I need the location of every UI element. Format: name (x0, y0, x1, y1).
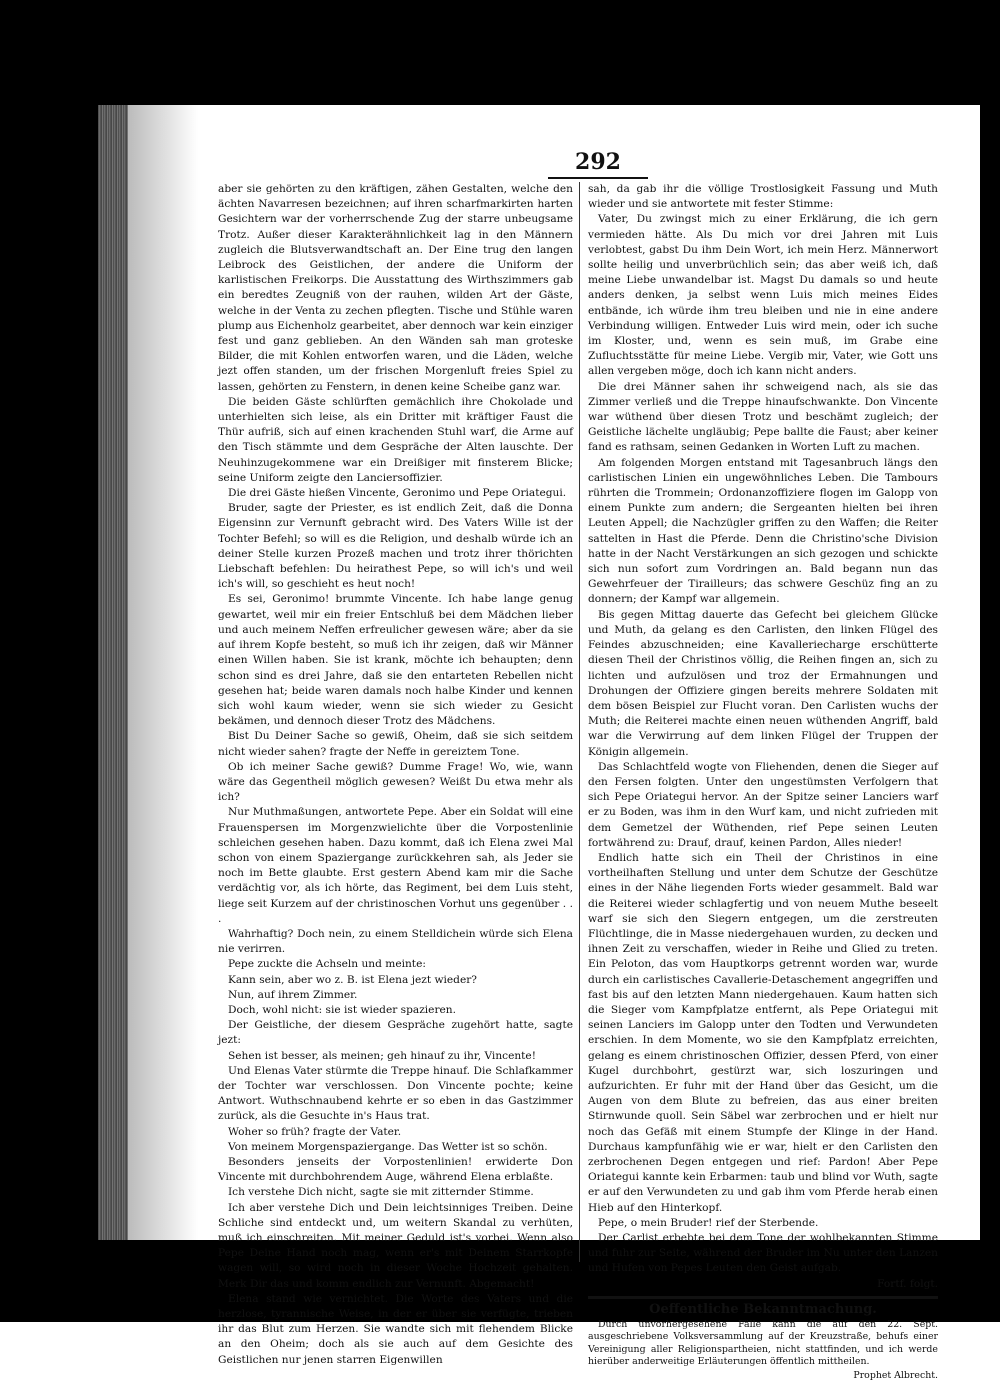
paragraph: Bruder, sagte der Priester, es ist endlich Zeit, daß die Donna Eigensinn zur Vernunft gebracht wird. Des Vaters Wille ist der Tochter Befehl; so will es die Religion, und deshalb würde ich an deiner Stelle kurzen Prozeß machen und trotz ihrer thörichten Liebschaft befehlen: Du heirathest Pepe, so will ich's und weil ich's will, so geschieht es heut noch! (218, 502, 573, 591)
book-page-edges (98, 105, 128, 1240)
left-column (218, 182, 573, 1368)
notice-title: Oeffentliche Bekanntmachung. (649, 1301, 877, 1317)
paragraph: Ich aber verstehe Dich und Dein leichtsinniges Treiben. Deine Schliche sind entdeckt und, um weitern Skandal zu verhüten, muß ich einschreiten. Mit meiner Geduld ist's vorbei. Wenn also Pepe Deine Hand noch mag, wenn er's mit Deinem Starrkopfe wagen will, so wird noch in dieser Woche Hochzeit gehalten. Merk Dir das und komm endlich zur Vernunft. Abgemacht! (218, 1201, 573, 1290)
page-number-rule (548, 177, 648, 179)
paragraph: Es sei, Geronimo! brummte Vincente. Ich habe lange genug gewartet, weil mir ein freier Entschluß bei dem Mädchen lieber und auch meinem Neffen erfreulicher gewesen wäre; aber da sie auf ihrem Kopfe besteht, so muß ich ihr zeigen, daß wir Männer einen Willen haben. Sie ist krank, möchte ich behaupten; denn schon sind es drei Jahre, daß sie den entarteten Rebellen nicht gesehen hat; beide waren damals noch halbe Kinder und kennen sich wohl kaum wieder, wenn sie sich wieder zu Gesicht bekämen, und dennoch dieser Trotz des Mädchens. (218, 593, 573, 728)
paragraph: Nur Muthmaßungen, antwortete Pepe. Aber ein Soldat will eine Frauenspersen im Morgenzwielichte über die Vorpostenlinie schleichen gesehen haben. Dazu kommt, daß ich Elena zwei Mal schon von einem Spaziergange zurückkehren sah, als Jeder sie noch im Bette glaubte. Erst gestern Abend kam mir die Sache verdächtig vor, als ich hörte, das Regiment, bei dem Luis steht, liege seit Kurzem auf der christinoschen Vorhut uns gegenüber . . . (218, 806, 573, 925)
page-number: 292 (575, 149, 621, 175)
paragraph: Sehen ist besser, als meinen; geh hinauf zu ihr, Vincente! (228, 1049, 536, 1062)
continuation-line (588, 1277, 938, 1292)
paragraph: Woher so früh? fragte der Vater. (228, 1125, 402, 1138)
paragraph: Elena stand wie vernichtet. Die Worte des Vaters und die herzlose, tyrannische Weise, in der er über sie verfügte, trieben ihr das Blut zum Herzen. Sie wandte sich mit flehendem Blicke an den Oheim; doch als sie auch auf dem Gesichte des Geistlichen nur jenen starren Eigenwillen (218, 1292, 573, 1366)
paragraph: Wahrhaftig? Doch nein, zu einem Stelldichein würde sich Elena nie verirren. (218, 927, 573, 956)
right-column (588, 182, 938, 1384)
paragraph: Pepe, o mein Bruder! rief der Sterbende. (598, 1216, 819, 1229)
paragraph: Bis gegen Mittag dauerte das Gefecht bei gleichem Glücke und Muth, da gelang es den Carlisten, den linken Flügel des Feindes abzuschneiden; eine Kavalleriecharge erschütterte diesen Theil der Christinos völlig, die Reihen fingen an, sich zu lichten und aufzulösen und troz der Ermahnungen und Drohungen der Offiziere gingen bereits mehrere Soldaten mit dem bösen Beispiel zur Flucht voran. Den Carlisten wuchs der Muth; die Reiterei machte einen neuen wüthenden Angriff, bald war die Verwirrung auf dem linken Flügel der Truppen der Königin allgemein. (588, 608, 938, 758)
paragraph: Doch, wohl nicht: sie ist wieder spazieren. (228, 1003, 456, 1016)
column-divider (579, 182, 580, 1262)
paragraph: Vater, Du zwingst mich zu einer Erklärung, die ich gern vermieden hätte. Als Du mich vor drei Jahren mit Luis verlobtest, gabst Du ihm Dein Wort, ich mein Herz. Männerwort sollte heilig und unverbrüchlich sein; das aber weiß ich, daß meine Liebe unwandelbar ist. Magst Du damals so und heute anders denken, ja selbst wenn Luis mich meines Eides entbände, ich würde ihm treu bleiben und nie in eine andere Verbindung willigen. Entweder Luis wird mein, oder ich suche im Kloster, und, wenn es sein muß, im Grabe eine Zufluchtsstätte für meine Liebe. Vergib mir, Vater, wie Gott uns allen vergeben möge, doch ich kann nicht anders. (588, 213, 938, 378)
paragraph: Endlich hatte sich ein Theil der Christinos in eine vortheilhaften Stellung und unter dem Schutze der Geschütze eines in der Nähe liegenden Forts wieder gesammelt. Bald war die Reiterei wieder schlagfertig und von neuem Muthe beseelt warf sie sich den Siegern entgegen, um die zerstreuten Flüchtlinge, die in Masse niedergehauen wurden, zu decken und ihnen Zeit zu verschaffen, wieder in Reihe und Glied zu treten. Ein Peloton, das vom Hauptkorps getrennt worden war, wurde durch ein carlistisches Cavallerie-Detaschement angegriffen und fast bis auf den letzten Mann niedergehauen. Kaum hatten sich die Sieger vom Kampfplatze entfernt, als Pepe Oriategui mit seinen Lanciers im Galopp unter den Todten und Verwundeten erschien. In dem Momente, wo sie den Kampfplatz erreichten, gelang es einem christinoschen Offizier, dessen Pferd, von einer Kugel durchbohrt, gestürzt war, sich loszuringen und aufzurichten. Er fuhr mit der Hand über das Gesicht, um die Augen von dem Blute zu befreien, das aus einer breiten Stirnwunde quoll. Sein Säbel war zerbrochen und er hielt nur noch das Gefäß mit einem Stumpfe der Klinge in der Hand. Durchaus kampfunfähig wie er war, hielt er den Carlisten den zerbrochenen Degen entgegen und rief: Pardon! Aber Pepe Oriategui kannte kein Erbarmen: taub und blind vor Wuth, sagte er auf den Verwundeten zu und gab ihm vom Pferde herab einen Hieb auf den Hinterkopf. (588, 851, 938, 1214)
paragraph: Die beiden Gäste schlürften gemächlich ihre Chokolade und unterhielten sich leise, als ein Dritter mit kräftiger Faust die Thür aufriß, sich auf einen krachenden Stuhl warf, die Arme auf den Tisch stämmte und dem Gespräche der Alten lauschte. Der Neuhinzugekommene war ein Dreißiger mit finsterem Blicke; seine Uniform zeigte den Lanciersoffizier. (218, 395, 573, 484)
paragraph: Die drei Gäste hießen Vincente, Geronimo und Pepe Oriategui. (228, 487, 567, 500)
scan-border-right (980, 105, 1000, 1322)
newspaper-page (128, 105, 980, 1382)
paragraph: Kann sein, aber wo z. B. ist Elena jezt wieder? (228, 973, 477, 986)
scan-border-left (0, 105, 98, 1322)
paragraph: sah, da gab ihr die völlige Trostlosigkeit Fassung und Muth wieder und sie antwortete mit fester Stimme: (588, 183, 938, 211)
paragraph: Bist Du Deiner Sache so gewiß, Oheim, daß sie sich seitdem nicht wieder sahen? fragte der Neffe in gereiztem Tone. (218, 730, 573, 758)
paragraph: Der Geistliche, der diesem Gespräche zugehört hatte, sagte jezt: (218, 1019, 573, 1047)
notice-signature: Prophet Albrecht. (853, 1370, 938, 1382)
notice-rule (588, 1296, 938, 1299)
paragraph: Und Elenas Vater stürmte die Treppe hinauf. Die Schlafkammer der Tochter war verschlossen. Don Vincente pochte; keine Antwort. Wuthschnaubend kehrte er so eben in das Gastzimmer zurück, als die Gesuchte in's Haus trat. (218, 1064, 573, 1123)
scan-border-top (0, 0, 1000, 105)
paragraph: Ich verstehe Dich nicht, sagte sie mit zitternder Stimme. (228, 1186, 534, 1199)
paragraph: Der Carlist erbebte bei dem Tone der wohlbekannten Stimme und fuhr zur Seite, während der Bruder im Nu unter den Lanzen und Hufen von Pepes Leuten den Geist aufgab. (588, 1232, 938, 1275)
continuation-note: Fortf. folgt. (877, 1277, 938, 1290)
paragraph: Besonders jenseits der Vorpostenlinien! erwiderte Don Vincente mit durchbohrendem Auge, während Elena erblaßte. (218, 1156, 573, 1184)
paragraph: Am folgenden Morgen entstand mit Tagesanbruch längs den carlistischen Linien ein ungewöhnliches Leben. Die Tambours rührten die Trommein; Ordonanzoffiziere flogen im Galopp von einem Punkte zum andern; die Sergeanten hielten bei ihren Leuten Appell; die Nachzügler griffen zu den Waffen; die Reiter sattelten in Hast die Pferde. Denn die Christino'sche Division hatte in der Nacht Verstärkungen an sich gezogen und schickte sich nun sofort zum Vordringen an. Bald begann nun das Gewehrfeuer der Tirailleurs; das schwere Geschüz fing an zu donnern; der Kampf war allgemein. (588, 456, 938, 606)
paragraph: Pepe zuckte die Achseln und meinte: (228, 958, 426, 971)
notice-body: Durch unvorhergesehene Fälle kann die auf den 22. Sept. ausgeschriebene Volksversammlung auf der Kreuzstraße, behufs einer Vereinigung aller Religionspartheien, nicht stattfinden, und ich werde hierüber anderweitige Erläuterungen öffentlich mittheilen. (588, 1318, 938, 1368)
paragraph: Ob ich meiner Sache gewiß? Dumme Frage! Wo, wie, wann wäre das Gegentheil möglich gewesen? Weißt Du etwa mehr als ich? (218, 760, 573, 804)
paragraph: aber sie gehörten zu den kräftigen, zähen Gestalten, welche den ächten Navarresen bezeichnen; auf ihren scharfmarkirten harten Gesichtern war der vorherrschende Zug der starre unbeugsame Trotz. Außer dieser Karakterähnlichkeit lag in den Männern zugleich die Blutsverwandtschaft an. Der Eine trug den langen Leibrock des Geistlichen, der andere die Uniform der karlistischen Freikorps. Die Ausstattung des Wirthszimmers gab ein beredtes Zeugniß von der rauhen, wilden Art der Gäste, welche in der Venta zu zechen pflegten. Tische und Stühle waren plump aus Eichenholz gearbeitet, aber dennoch war kein einziger fest und ganz geblieben. An den Wänden sah man groteske Bilder, die mit Kohlen entworfen waren, und die Läden, welche jezt offen standen, um der frischen Morgenluft freies Spiel zu lassen, gehörten zu Fenstern, in denen keine Scheibe ganz war. (218, 183, 573, 393)
paragraph: Von meinem Morgenspaziergange. Das Wetter ist so schön. (228, 1140, 548, 1153)
paragraph: Die drei Männer sahen ihr schweigend nach, als sie das Zimmer verließ und die Treppe hinaufschwankte. Don Vincente war wüthend über diesen Trotz und beschämt zugleich; der Geistliche lächelte ungläubig; Pepe ballte die Faust; aber keiner fand es rathsam, seinen Gedanken in Worten Luft zu machen. (588, 380, 938, 454)
paragraph: Nun, auf ihrem Zimmer. (228, 988, 358, 1001)
paragraph: Das Schlachtfeld wogte von Fliehenden, denen die Sieger auf den Fersen folgten. Unter den ungestümsten Verfolgern that sich Pepe Oriategui hervor. An der Spitze seiner Lanciers warf er zu Boden, was ihm in den Wurf kam, und nicht zufrieden mit dem Gemetzel der Wüthenden, rief Pepe seinen Leuten fortwährend zu: Drauf, drauf, keinen Pardon, Alles nieder! (588, 760, 938, 849)
